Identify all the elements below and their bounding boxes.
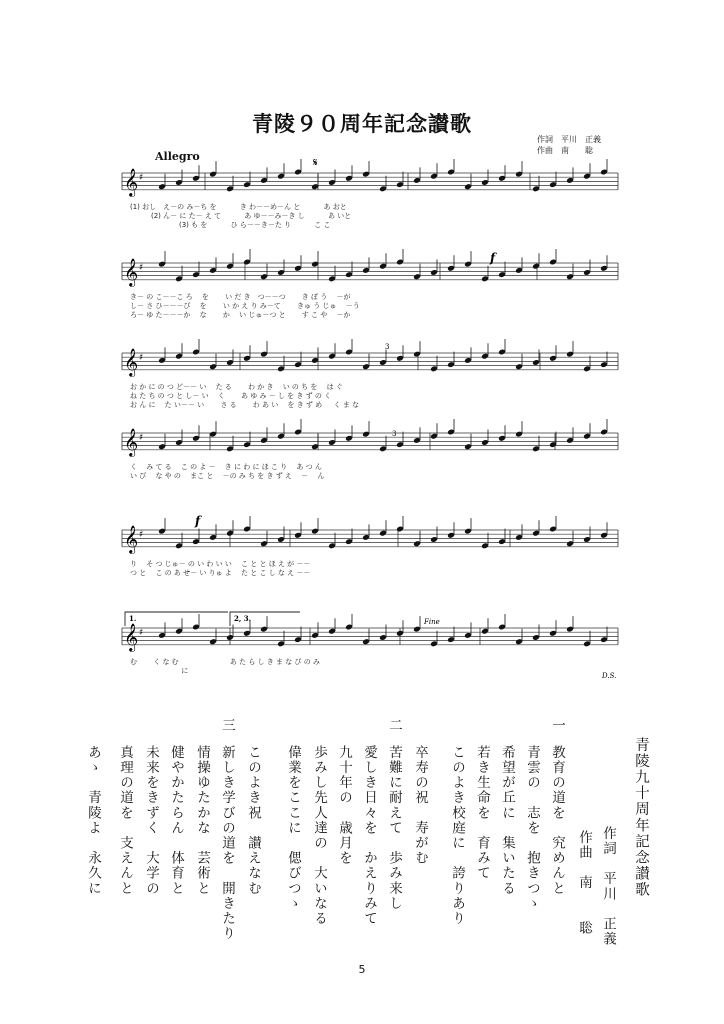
triplet-marking: 3 <box>392 430 397 438</box>
volta-2-label: 2, 3. <box>234 614 252 623</box>
dynamic-forte: f <box>490 251 496 265</box>
staff-system <box>122 614 618 675</box>
lyric-line: に <box>130 667 189 675</box>
dynamic-forte: f <box>195 514 201 528</box>
lyric-line: む く な む あ た ら し き ま な び の み <box>130 658 320 666</box>
stanza-number: 三 <box>219 718 235 734</box>
key-signature-sharp: ♯ <box>139 433 144 443</box>
poem-composer: 作曲 南 聡 <box>576 830 592 936</box>
triplet-marking: 3 <box>385 343 390 351</box>
composer-credit: 作曲 南 聡 <box>537 146 593 155</box>
stanza-number: 二 <box>386 718 402 734</box>
key-signature-sharp: ♯ <box>139 263 144 273</box>
lyric-line: ろ－ ゆ た－－－か な か い じゅ－つ と す こ や －か <box>130 311 351 319</box>
lyric-line: ね た ち の つ と し－ い く あ ゆ み － し を き ず の く <box>130 392 332 400</box>
page-number: 5 <box>358 963 366 976</box>
lyric-line: り そ つ じゅ－ の い わ い い こ と と ほ え が －－ <box>130 560 311 568</box>
lyricist-credit: 作詞 平川 正義 <box>537 135 601 144</box>
treble-clef-icon: 𝄞 <box>124 168 139 196</box>
stanza-line: あゝ 青陵よ 永久に <box>85 745 101 896</box>
stanza-line: 青雲の 志を 抱きつゝ <box>524 745 540 912</box>
stanza-line: 新しき学びの道を 開きたり <box>219 745 235 942</box>
stanza-line: 偉業をここに 偲びつゝ <box>285 745 301 912</box>
poem-title: 青陵九十周年記念讃歌 <box>633 737 649 898</box>
lyric-line: き－ の こ－－こ ろ を い だ き つ－－つ き ぼ う －が <box>130 293 351 301</box>
stanza-line: 情操ゆたかな 芸術と <box>194 745 210 896</box>
key-signature-sharp: ♯ <box>139 173 144 183</box>
stanza-line: 卒寿の祝 寿がむ <box>412 745 428 866</box>
treble-clef-icon: 𝄞 <box>124 525 139 553</box>
stanza-line: 愛しき日々を かえりみて <box>361 745 377 927</box>
stanza-line: 若き生命を 育みて <box>474 745 490 881</box>
key-signature-sharp: ♯ <box>139 353 144 363</box>
stanza-line: 苦難に耐えて 歩み来し <box>386 745 402 912</box>
lyric-line: (1) おし え－の み－ち を き わ－－め－ん と あ おと <box>130 203 347 211</box>
lyric-line: い び な や の まこ と －の み ち を き ず え － ん <box>130 472 325 480</box>
stanza-line: 未来をきずく 大学の <box>143 745 159 896</box>
treble-clef-icon: 𝄞 <box>124 428 139 456</box>
key-signature-sharp: ♯ <box>139 530 144 540</box>
stanza-line: 教育の道を 究めんと <box>549 745 565 896</box>
lyric-line: (2) ん－ に た－ え て あ ゆ－－み－き し あ いと <box>130 212 352 220</box>
lyric-line: つ と こ の あ せ－ い りゅ よ た と こ し な え －－ <box>130 569 311 577</box>
lyric-line: お か に の つ ど－－ い た る わ か き い の ち を は ぐ <box>130 383 343 391</box>
staff-system <box>122 419 618 480</box>
treble-clef-icon: 𝄞 <box>124 348 139 376</box>
stanza-line: 歩みし先人達の 大いなる <box>311 745 327 927</box>
staff-system <box>122 249 618 319</box>
treble-clef-icon: 𝄞 <box>124 258 139 286</box>
lyric-line: く み て る こ の よ － き に わ に ほ こ り あ つ ん <box>130 463 322 471</box>
lyric-line: お ん に た い－－ い さ る わ あ い を き ず め く ま な <box>130 401 360 409</box>
stanza-line: 健やかたらん 体育と <box>168 745 184 896</box>
ds-marking: D.S. <box>602 672 617 680</box>
volta-1-label: 1. <box>129 614 137 623</box>
staff-system <box>122 159 618 229</box>
lyric-line: (3) も を ひ ら－－き－た り こ こ <box>130 221 331 229</box>
segno-icon: 𝄋 <box>313 156 318 169</box>
staff-system <box>122 339 618 409</box>
treble-clef-icon: 𝄞 <box>124 623 139 651</box>
stanza-line: このよき校庭に 誇りあり <box>449 745 465 927</box>
stanza-line: 真理の道を 支えんと <box>117 745 133 896</box>
key-signature-sharp: ♯ <box>139 628 144 638</box>
stanza-line: 九十年の 歳月を <box>336 745 352 866</box>
lyric-line: し－ さ ひ－－－び を い か え り み－て きゅ う じゅ －う <box>130 302 360 310</box>
poem-lyricist: 作詞 平川 正義 <box>600 826 616 947</box>
score-title: 青陵９０周年記念讃歌 <box>252 111 472 136</box>
fine-marking: Fine <box>424 618 440 626</box>
tempo-marking: Allegro <box>155 150 200 163</box>
volta-bracket <box>125 612 228 626</box>
stanza-line: このよき祝 讃えなむ <box>245 745 261 896</box>
stanza-line: 希望が丘に 集いたる <box>499 745 515 896</box>
stanza-number: 一 <box>549 718 565 734</box>
